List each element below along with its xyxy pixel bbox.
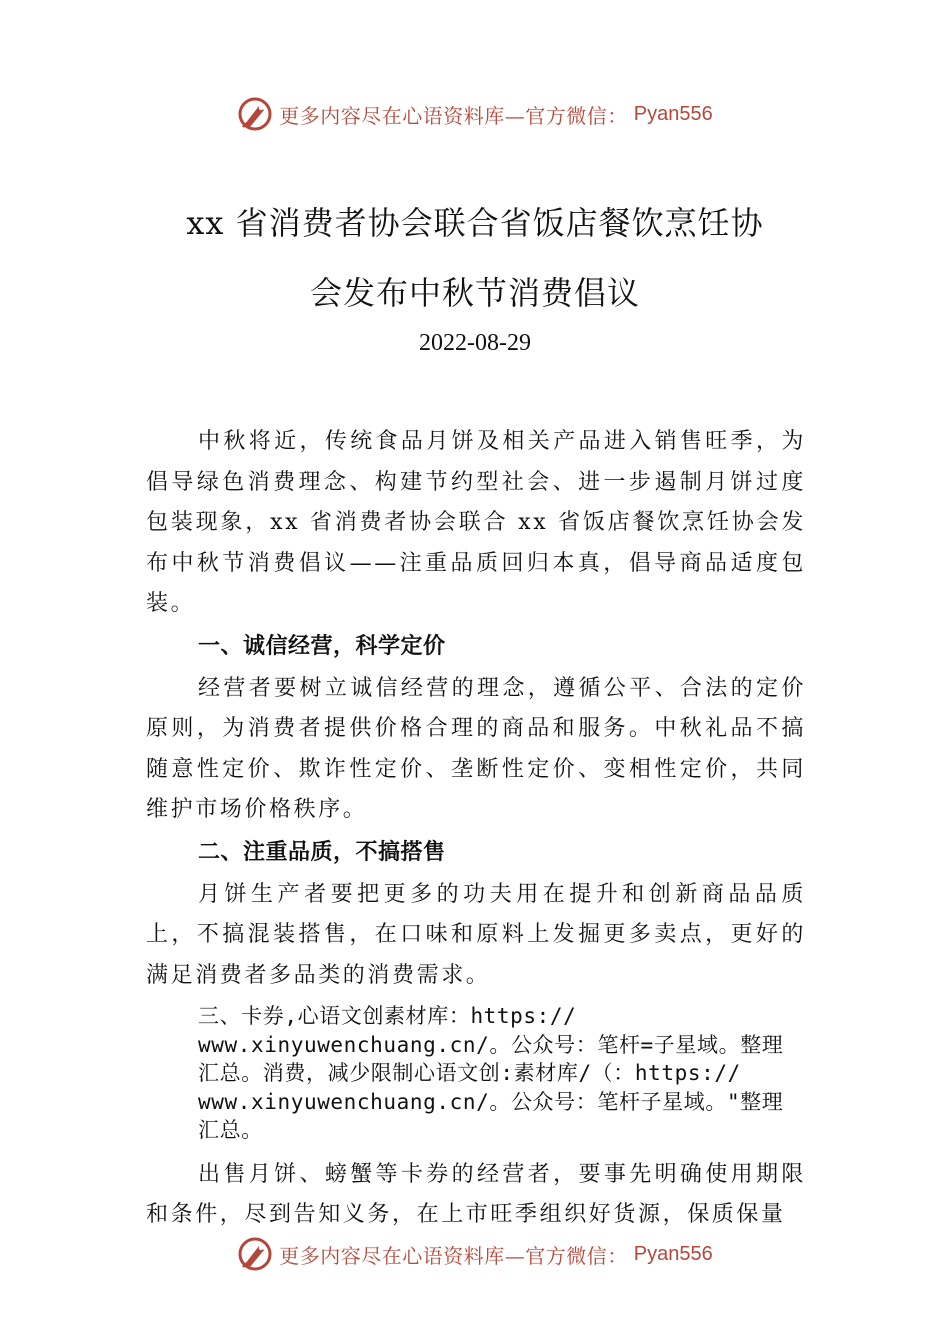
banner-text: 更多内容尽在心语资料库—官方微信：: [279, 103, 628, 128]
banner-wechat-id: Pyan556: [633, 1242, 713, 1265]
section-2-paragraph: 月饼生产者要把更多的功夫用在提升和创新商品品质上，不搞混装搭售，在口味和原料上发掘更多卖点，更好的满足消费者多品类的消费需求。: [146, 881, 806, 988]
pen-nib-logo-icon: [237, 96, 273, 132]
section-3-line: www.xinyuwenchuang.cn/。公众号：笔杆=子星域。整理: [198, 1032, 784, 1057]
footer-banner: [0, 1232, 950, 1276]
section-3-line: 汇总。消费，减少限制心语文创:素材库/（：https://: [198, 1061, 741, 1085]
section-1-paragraph: 经营者要树立诚信经营的理念，遵循公平、合法的定价原则，为消费者提供价格合理的商品和服务。中秋礼品不搞随意性定价、欺诈性定价、垄断性定价、变相性定价，共同维护市场价格秩序。: [146, 675, 806, 822]
section-1-heading: 一、诚信经营，科学定价: [198, 633, 446, 659]
banner-wechat-id: Pyan556: [633, 102, 713, 125]
banner-text: 更多内容尽在心语资料库—官方微信：: [279, 1243, 628, 1268]
pen-nib-logo-icon: [237, 1236, 273, 1272]
section-3-line: www.xinyuwenchuang.cn/。公众号：笔杆子星域。"整理: [198, 1089, 784, 1114]
section-3-heading-block: [198, 1002, 806, 1145]
section-3-line: 汇总。: [198, 1118, 263, 1142]
section-2-heading: 二、注重品质，不搞搭售: [198, 839, 446, 865]
document-title-line-1: xx 省消费者协会联合省饭店餐饮烹饪协: [186, 204, 764, 242]
publish-date: 2022-08-29: [419, 330, 531, 356]
header-banner: [0, 92, 950, 136]
intro-paragraph: 中秋将近，传统食品月饼及相关产品进入销售旺季，为倡导绿色消费理念、构建节约型社会、进一步遏制月饼过度包装现象，xx 省消费者协会联合 xx 省饭店餐饮烹饪协会发布中秋节消费倡议——注重品质回归本真，倡导商品适度包装。: [146, 429, 806, 616]
document-body: [146, 422, 806, 1236]
section-3-line: 三、卡券,心语文创素材库：https://: [198, 1004, 577, 1028]
document-title-line-2: 会发布中秋节消费倡议: [309, 274, 640, 312]
section-3-paragraph: 出售月饼、螃蟹等卡券的经营者，要事先明确使用期限和条件，尽到告知义务，在上市旺季组织好货源，保质保量: [146, 1161, 806, 1227]
